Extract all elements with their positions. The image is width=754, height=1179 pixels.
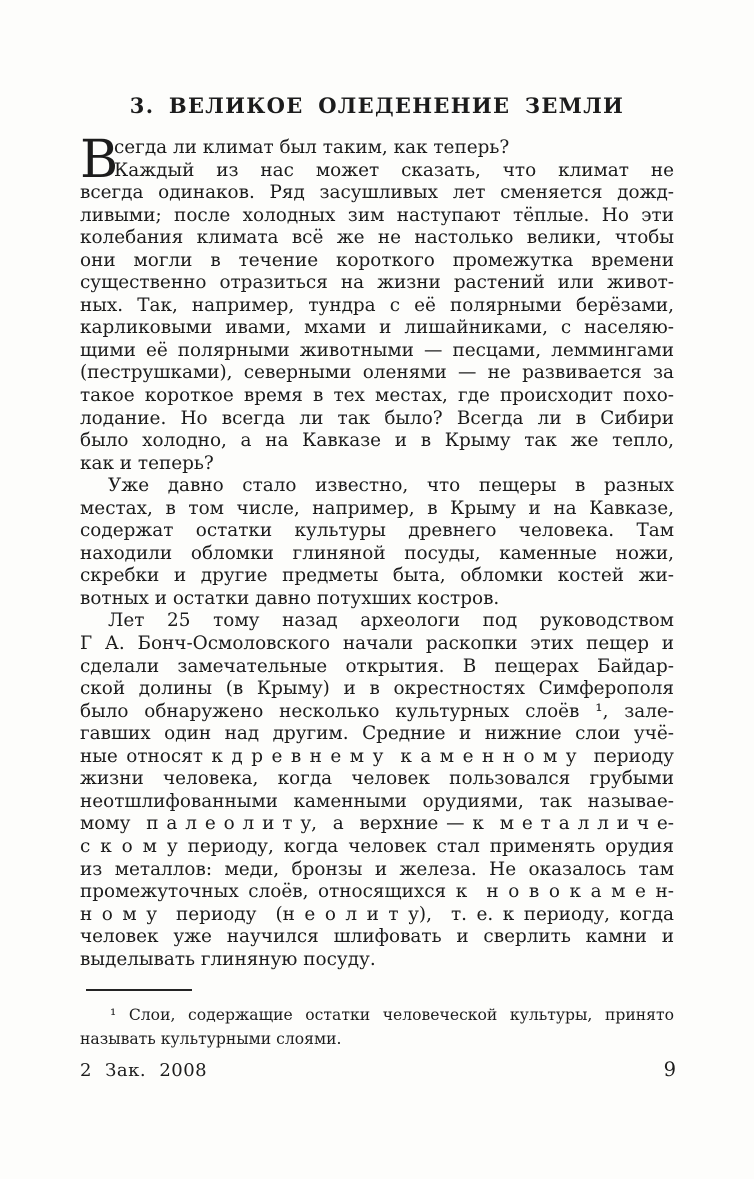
text-line: лодание. Но всегда ли так было? Всегда ли в Сибири	[80, 407, 674, 429]
text-line: ные относят к д р е в н е м у к а м е н н о м у периоду	[80, 745, 674, 767]
text-line: всегда одинаков. Ряд засушливых лет сменяется дожд-	[80, 182, 674, 204]
text-line: ской долины (в Крыму) и в окрестностях Симферополя	[80, 678, 674, 700]
dropcap-lines	[114, 137, 674, 182]
text-line: Г А. Бонч-Осмоловского начали раскопки этих пещер и	[80, 633, 674, 655]
text-line: сделали замечательные открытия. В пещерах Байдар-	[80, 655, 674, 677]
text-line: такое короткое время в тех местах, где происходит похо-	[80, 385, 674, 407]
text-line: н о м у периоду (н е о л и т у), т. е. к периоду, когда	[80, 903, 674, 925]
text-line: ных. Так, например, тундра с её полярными берёзами,	[80, 294, 674, 316]
text-line: вотных и остатки давно потухших костров.	[80, 587, 500, 609]
text-line: существенно отразиться на жизни растений или живот-	[80, 272, 674, 294]
text-line: колебания климата всё же не настолько велики, чтобы	[80, 227, 674, 249]
text-line: называть культурными слоями.	[80, 1029, 342, 1048]
text-line: выделывать глиняную посуду.	[80, 948, 376, 970]
text-line: они могли в течение короткого промежутка времени	[80, 249, 674, 271]
text-line: Уже давно стало известно, что пещеры в разных	[108, 475, 674, 497]
text-line: было обнаружено несколько культурных слоёв ¹, зале-	[80, 700, 674, 722]
text-line: как и теперь?	[80, 452, 214, 474]
footnote	[80, 1004, 674, 1051]
text-line: человек уже научился шлифовать и сверлить камни и	[80, 926, 674, 948]
printer-imprint: 2 Зак. 2008	[80, 1060, 208, 1081]
text-line: ¹ Слои, содержащие остатки человеческой культуры, принято	[110, 1006, 674, 1025]
footnote-separator-rule	[86, 989, 192, 991]
text-line: из металлов: меди, бронзы и железа. Не оказалось там	[80, 858, 674, 880]
text-line: Лет 25 тому назад археологи под руководством	[108, 610, 674, 632]
text-line: находили обломки глиняной посуды, каменные ножи,	[80, 542, 674, 564]
paragraph	[80, 130, 674, 475]
text-line: (пеструшками), северными оленями — не развивается за	[80, 362, 674, 384]
text-line: скребки и другие предметы быта, обломки костей жи-	[80, 565, 674, 587]
text-line: было холодно, а на Кавказе и в Крыму так же тепло,	[80, 430, 674, 452]
text-line: неотшлифованными каменными орудиями, так называе-	[80, 790, 674, 812]
text-block	[80, 130, 674, 971]
chapter-title: 3. ВЕЛИКОЕ ОЛЕДЕНЕНИЕ ЗЕМЛИ	[129, 93, 625, 118]
text-line: карликовыми ивами, мхами и лишайниками, с населяю-	[80, 317, 674, 339]
text-line: содержат остатки культуры древнего человека. Там	[80, 520, 674, 542]
text-line: сегда ли климат был таким, как теперь?	[114, 137, 510, 158]
text-line: мому п а л е о л и т у, а верхние — к м е т а л л и ч е-	[80, 813, 674, 835]
text-line: Каждый из нас может сказать, что климат не	[114, 159, 674, 181]
page-number: 9	[663, 1058, 676, 1081]
text-line: щими её полярными животными — песцами, леммингами	[80, 339, 674, 361]
dropcap-row	[80, 130, 674, 190]
paragraph	[80, 610, 674, 971]
page-footer	[80, 1058, 676, 1081]
paragraph	[80, 475, 674, 610]
drop-cap-letter: В	[80, 130, 119, 190]
text-line: жизни человека, когда человек пользовался грубыми	[80, 768, 674, 790]
text-line: гавших один над другим. Средние и нижние слои учё-	[80, 723, 674, 745]
text-line: промежуточных слоёв, относящихся к н о в о к а м е н-	[80, 881, 674, 903]
text-line: с к о м у периоду, когда человек стал применять орудия	[80, 835, 674, 857]
text-line: ливыми; после холодных зим наступают тёплые. Но эти	[80, 204, 674, 226]
text-line: местах, в том числе, например, в Крыму и на Кавказе,	[80, 497, 674, 519]
